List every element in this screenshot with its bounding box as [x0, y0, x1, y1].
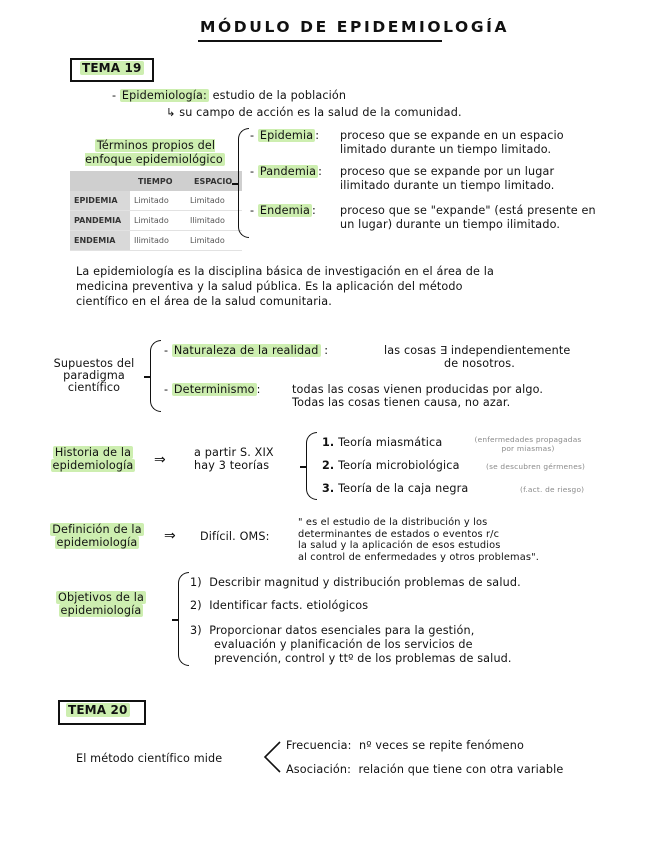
definition-intro: Difícil. OMS: — [200, 530, 270, 543]
paradigm-determinism: - Determinismo : — [164, 383, 261, 396]
paradigm-brace — [150, 340, 161, 412]
table-cell: Ilimitado — [130, 231, 186, 251]
objectives-brace — [178, 572, 189, 666]
definition-epidemia-text: proceso que se expande en un espacio limitado durante un tiempo limitado. — [340, 129, 564, 156]
definition-endemia-text: proceso que se "expande" (está presente en un lugar) durante un tiempo ilimitado. — [340, 204, 596, 231]
definition-endemia: - Endemia : — [250, 204, 316, 217]
method-text: El método científico mide — [76, 752, 223, 765]
angle-bracket — [262, 740, 282, 774]
table-row — [70, 211, 242, 231]
title-underline — [198, 40, 442, 42]
paradigm-reality-text: las cosas ∃ independientemente de nosotros. — [384, 344, 571, 370]
history-heading: Historia de la epidemiología — [52, 446, 134, 472]
definition-quote: " es el estudio de la distribución y los determinantes de estados o eventos r/c la salud y la aplicación de esos estudios al control de enfermedades y otros problemas". — [298, 517, 540, 563]
paradigm-determinism-text: todas las cosas vienen producidas por algo. Todas las cosas tienen causa, no azar. — [292, 383, 544, 409]
table-cell: Limitado — [130, 191, 186, 211]
history-arrow: ⇒ — [154, 452, 166, 468]
tema20-label: TEMA 20 — [68, 703, 128, 717]
history-intro: a partir S. XIX hay 3 teorías — [194, 446, 274, 472]
definition-pandemia-text: proceso que se expande por un lugar ilimitado durante un tiempo limitado. — [340, 165, 555, 192]
epidemiology-paragraph: La epidemiología es la disciplina básica de investigación en el área de la medicina preventiva y la salud pública. Es la aplicación del método científico en el área de la salud comunitaria. — [76, 265, 494, 308]
table-header-row — [70, 171, 242, 191]
epidemiology-term: Epidemiología: — [121, 89, 207, 102]
table-cell: ENDEMIA — [70, 231, 130, 251]
tema19-label: TEMA 19 — [82, 61, 142, 75]
theory-1-note: (enfermedades propagadas por miasmas) — [474, 435, 582, 453]
objective-2: 2) Identificar facts. etiológicos — [190, 599, 369, 612]
table-header-cell: TIEMPO — [130, 171, 186, 191]
table-row — [70, 231, 242, 251]
method-frequency: Frecuencia: nº veces se repite fenómeno — [286, 739, 524, 752]
epidemiology-definition-line2: ↳ su campo de acción es la salud de la comunidad. — [166, 106, 462, 119]
table-row — [70, 191, 242, 211]
method-association: Asociación: relación que tiene con otra variable — [286, 763, 564, 776]
table-cell: EPIDEMIA — [70, 191, 130, 211]
page-title: MÓDULO DE EPIDEMIOLOGÍA — [200, 18, 510, 36]
definition-epidemia: - Epidemia : — [250, 129, 320, 142]
theory-2: 2. Teoría microbiológica — [322, 459, 460, 472]
theory-1: 1. Teoría miasmática — [322, 436, 443, 449]
definition-pandemia: - Pandemia : — [250, 165, 323, 178]
objective-3: 3) Proporcionar datos esenciales para la gestión, evaluación y planificación de los servicios de prevención, control y ttº de los problemas de salud. — [190, 624, 512, 665]
table-cell: Ilimitado — [186, 211, 242, 231]
table-cell: Limitado — [186, 231, 242, 251]
theory-3: 3. Teoría de la caja negra — [322, 482, 469, 495]
terms-table — [70, 171, 242, 251]
definition-heading: Definición de la epidemiología — [52, 523, 142, 549]
epidemiology-definition: - Epidemiología: estudio de la población — [112, 89, 347, 102]
table-header-cell: ESPACIO — [186, 171, 242, 191]
theory-2-note: (se descubren gérmenes) — [486, 462, 586, 471]
objective-1: 1) Describir magnitud y distribución problemas de salud. — [190, 576, 521, 589]
terms-heading: Términos propios del enfoque epidemiológico — [85, 139, 223, 166]
paradigm-reality: - Naturaleza de la realidad : — [164, 344, 329, 357]
table-header-cell — [70, 171, 130, 191]
table-cell: Limitado — [186, 191, 242, 211]
theory-3-note: (f.act. de riesgo) — [520, 485, 585, 494]
table-cell: PANDEMIA — [70, 211, 130, 231]
terms-brace — [238, 128, 249, 238]
history-brace — [306, 432, 317, 500]
objectives-heading: Objetivos de la epidemiología — [58, 591, 144, 617]
definition-arrow: ⇒ — [164, 528, 176, 544]
table-cell: Limitado — [130, 211, 186, 231]
paradigm-heading: Supuestos del paradigma científico — [53, 357, 135, 394]
